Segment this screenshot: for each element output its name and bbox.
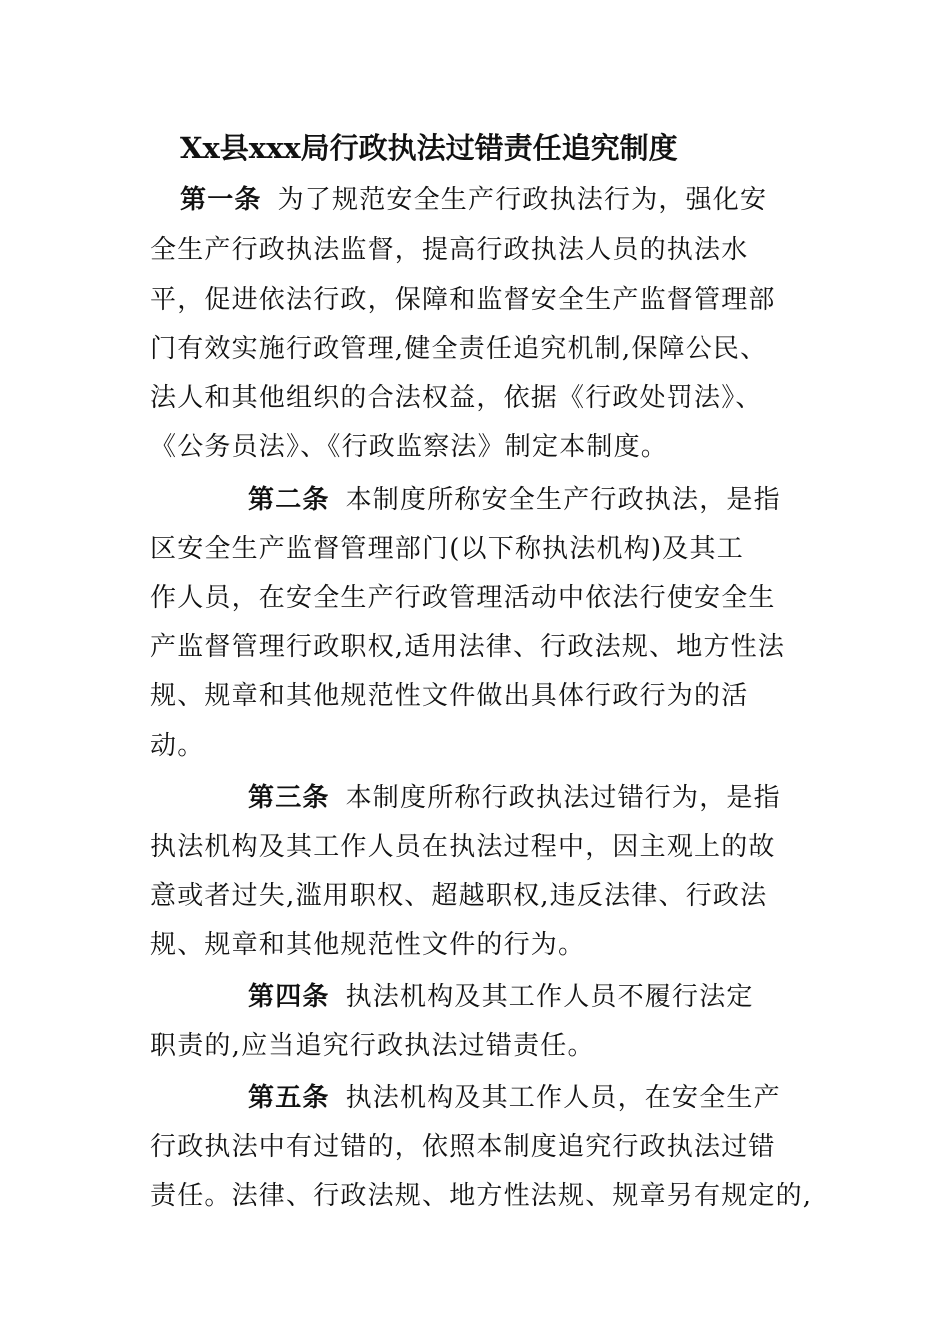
article-2-line-2: 区安全生产监督管理部门(以下称执法机构)及其工 bbox=[150, 534, 744, 564]
article-4-heading: 第四条 bbox=[248, 982, 330, 1012]
article-2-line-4: 产监督管理行政职权,适用法律、行政法规、地方性法 bbox=[150, 632, 786, 662]
article-5-line-3: 责任。法律、行政法规、地方性法规、规章另有规定的, bbox=[150, 1181, 813, 1211]
article-5-line-1 bbox=[248, 1080, 908, 1116]
article-2-line-5: 规、规章和其他规范性文件做出具体行政行为的活 bbox=[150, 681, 749, 711]
article-5-text: 执法机构及其工作人员，在安全生产 bbox=[345, 1083, 781, 1113]
article-1-line-1 bbox=[180, 182, 840, 218]
article-1-line-6: 《公务员法》、《行政监察法》制定本制度。 bbox=[150, 432, 669, 462]
article-1-text: 为了规范安全生产行政执法行为，强化安 bbox=[277, 185, 768, 215]
article-5-heading: 第五条 bbox=[248, 1083, 330, 1113]
article-1-line-4: 门有效实施行政管理,健全责任追究机制,保障公民、 bbox=[150, 334, 768, 364]
article-4-line-1 bbox=[248, 979, 908, 1015]
article-3-text: 本制度所称行政执法过错行为，是指 bbox=[345, 783, 781, 813]
article-3-line-4: 规、规章和其他规范性文件的行为。 bbox=[150, 930, 586, 960]
article-2-line-6: 动。 bbox=[150, 731, 205, 761]
article-4-line-2: 职责的,应当追究行政执法过错责任。 bbox=[150, 1031, 595, 1061]
article-2-text: 本制度所称安全生产行政执法，是指 bbox=[345, 485, 781, 515]
article-5-line-2: 行政执法中有过错的，依照本制度追究行政执法过错 bbox=[150, 1132, 776, 1162]
article-1-line-5: 法人和其他组织的合法权益，依据《行政处罚法》、 bbox=[150, 383, 763, 413]
document-title: Xx县xxx局行政执法过错责任追究制度 bbox=[180, 131, 678, 165]
article-4-text: 执法机构及其工作人员不履行法定 bbox=[345, 982, 754, 1012]
article-1-line-2: 全生产行政执法监督，提高行政执法人员的执法水 bbox=[150, 235, 749, 265]
article-2-line-3: 作人员，在安全生产行政管理活动中依法行使安全生 bbox=[150, 583, 776, 613]
article-3-line-2: 执法机构及其工作人员在执法过程中，因主观上的故 bbox=[150, 832, 776, 862]
article-3-line-1 bbox=[248, 780, 908, 816]
article-1-line-3: 平，促进依法行政，保障和监督安全生产监督管理部 bbox=[150, 285, 776, 315]
article-3-heading: 第三条 bbox=[248, 783, 330, 813]
article-2-heading: 第二条 bbox=[248, 485, 330, 515]
article-1-heading: 第一条 bbox=[180, 185, 262, 215]
article-2-line-1 bbox=[248, 482, 908, 518]
article-3-line-3: 意或者过失,滥用职权、超越职权,违反法律、行政法 bbox=[150, 881, 768, 911]
